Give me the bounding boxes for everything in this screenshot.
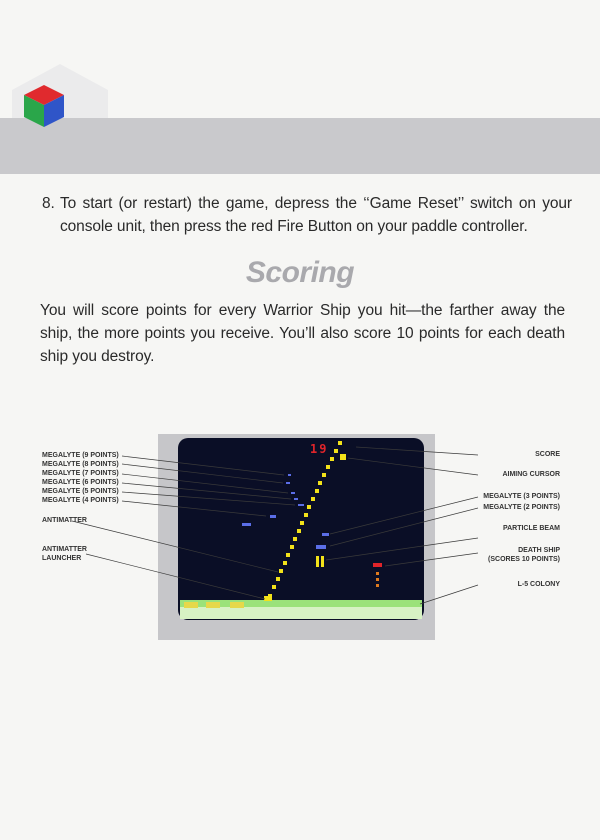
launcher [264,596,272,601]
label-megalyte-4: MEGALYTE (4 POINTS) [42,497,119,504]
label-megalyte-6: MEGALYTE (6 POINTS) [42,479,119,486]
label-megalyte-3: MEGALYTE (3 POINTS) [483,493,560,500]
label-score: SCORE [535,451,560,458]
scoring-diagram [0,420,600,640]
label-aiming-cursor: AIMING CURSOR [502,471,560,478]
label-megalyte-8: MEGALYTE (8 POINTS) [42,461,119,468]
label-megalyte-5: MEGALYTE (5 POINTS) [42,488,119,495]
step-number: 8. [42,195,55,212]
header-band [0,118,600,174]
colony-base [180,607,422,619]
label-megalyte-2: MEGALYTE (2 POINTS) [483,504,560,511]
label-antimatter-launcher-1: ANTIMATTER [42,546,87,553]
label-megalyte-9: MEGALYTE (9 POINTS) [42,452,119,459]
label-antimatter: ANTIMATTER [42,517,87,524]
step-text: To start (or restart) the game, depress the ‘‘Game Reset’’ switch on your console unit, then press the red Fire Button on your paddle controller. [60,195,572,235]
label-antimatter-launcher-2: LAUNCHER [42,555,82,562]
label-particle-beam: PARTICLE BEAM [502,525,560,532]
label-megalyte-7: MEGALYTE (7 POINTS) [42,470,119,477]
scoring-paragraph: You will score points for every Warrior Ship you hit—the farther away the ship, the more points you receive. You’ll also score 10 points for each death ship you destroy. [40,302,565,365]
screen-score: 19 [310,442,329,456]
label-death-ship-1: DEATH SHIP [518,547,560,554]
label-l5-colony: L-5 COLONY [517,581,560,588]
step-8 [42,192,572,238]
scoring-heading: Scoring [245,256,355,289]
cube-logo-icon [20,83,68,129]
aiming-cursor [340,454,346,460]
label-death-ship-2: (SCORES 10 POINTS) [488,556,560,563]
